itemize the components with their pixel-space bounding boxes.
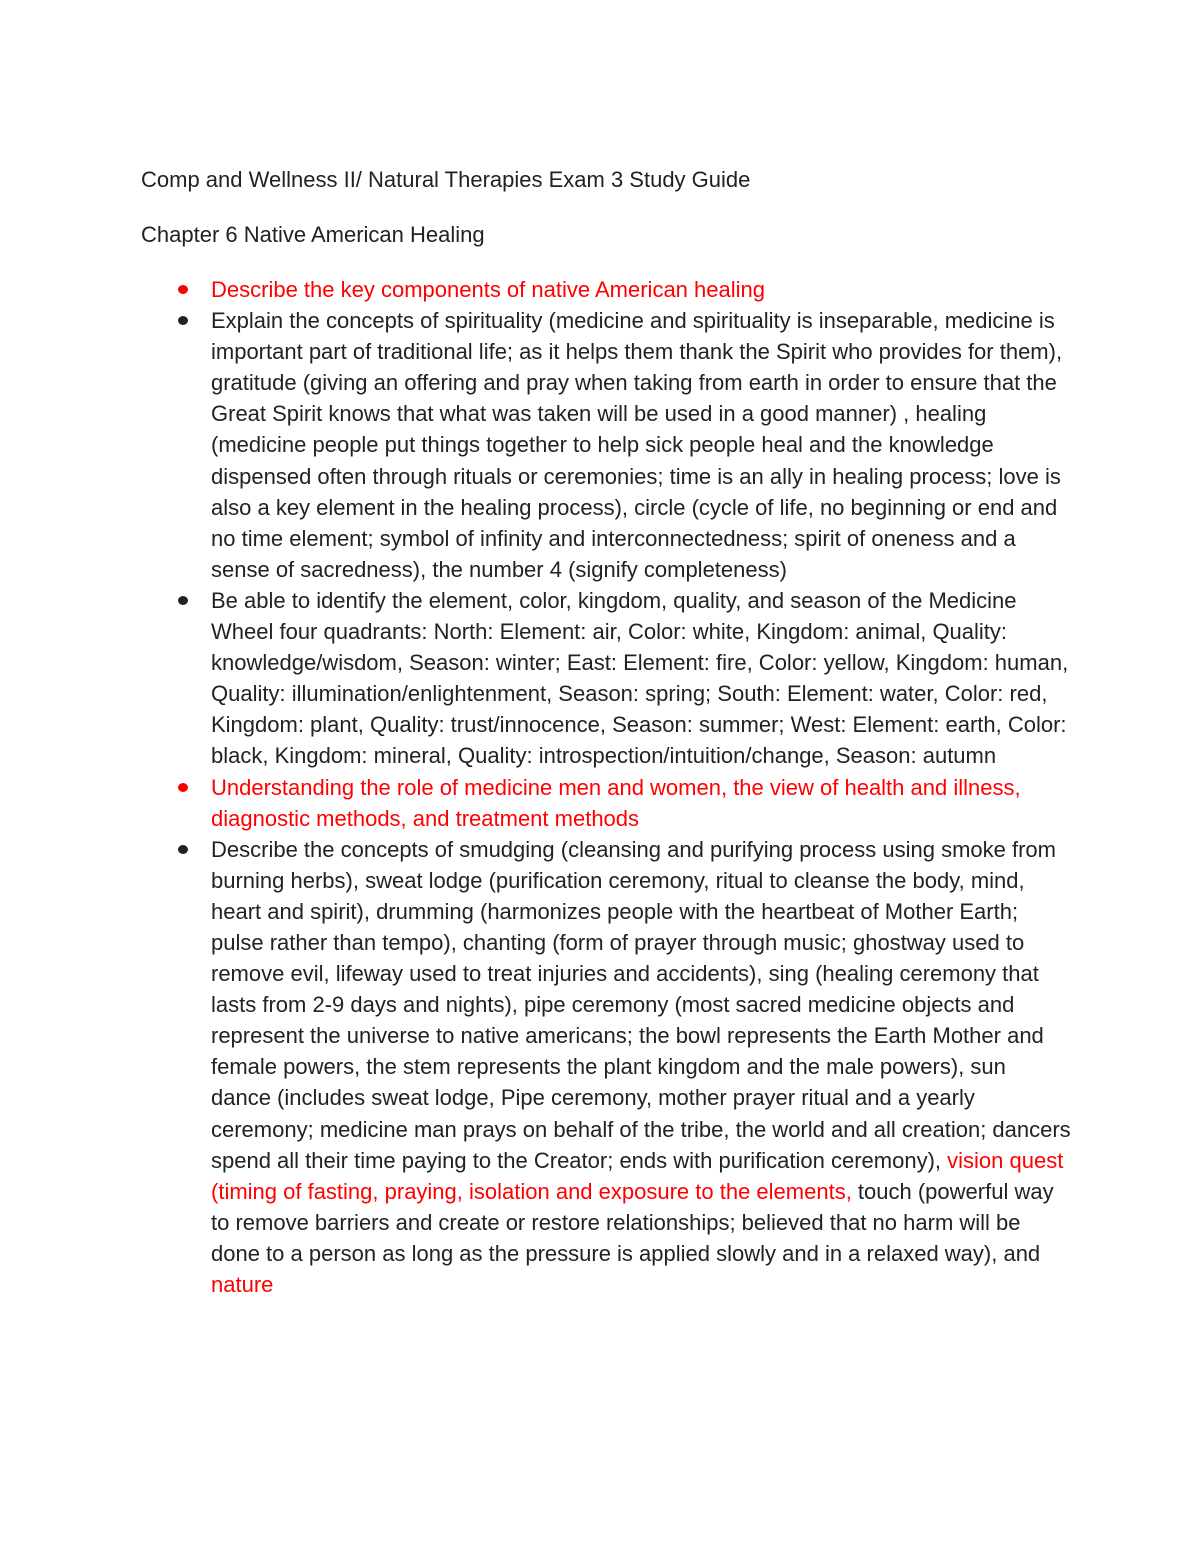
bullet-text-part2: touch (powerful way to remove barriers and create or restore relationships; believed that no harm will be done to a person as long as the pressure is applied slowly and in a relaxed way), and	[211, 1178, 1054, 1266]
bullet-item-medicine-men-role	[211, 772, 1071, 834]
bullet-highlight-nature: nature	[211, 1272, 274, 1297]
bullet-text: Explain the concepts of spirituality (medicine and spirituality is inseparable, medicine is important part of traditional life; as it helps them thank the Spirit who provides for them), gratitude (giving an offering and pray when taking from earth in order to ensure that the Great Spirit knows that what was taken will be used in a good manner) , healing (medicine people put things together to help sick people heal and the knowledge dispensed often through rituals or ceremonies; time is an ally in healing process; love is also a key element in the healing process), circle (cycle of life, no beginning or end and no time element; symbol of infinity and interconnectedness; spirit of oneness and a sense of sacredness), the number 4 (signify completeness)	[211, 308, 1063, 582]
bullet-dot-icon	[178, 783, 188, 792]
bullet-item-spirituality-concepts	[211, 305, 1071, 585]
bullet-dot-icon	[178, 316, 188, 325]
bullet-dot-icon	[178, 596, 188, 605]
chapter-heading: Chapter 6 Native American Healing	[141, 222, 485, 247]
bullet-text: Describe the key components of native American healing	[211, 277, 765, 302]
bullet-dot-icon	[178, 285, 188, 294]
document-title: Comp and Wellness II/ Natural Therapies Exam 3 Study Guide	[141, 167, 751, 192]
bullet-item-key-components	[211, 274, 1071, 305]
bullet-text: Understanding the role of medicine men and women, the view of health and illness, diagnostic methods, and treatment methods	[211, 774, 1021, 831]
bullet-text: Be able to identify the element, color, kingdom, quality, and season of the Medicine Wheel four quadrants: North: Element: air, Color: white, Kingdom: animal, Quality: knowledge/wisdom, Season: winter; East: Element: fire, Color: yellow, Kingdom: human, Quality: illumination/enlightenment, Season: spring; South: Element: water, Color: red, Kingdom: plant, Quality: trust/innocence, Season: summer; West: Element: earth, Color: black, Kingdom: mineral, Quality: introspection/intuition/change, Season: autumn	[211, 587, 1069, 769]
bullet-item-healing-ceremonies	[211, 834, 1071, 1300]
bullet-item-medicine-wheel	[211, 585, 1071, 772]
study-guide-bullet-list	[211, 274, 1071, 1300]
bullet-highlight-vision-quest: vision quest (timing of fasting, praying, isolation and exposure to the elements,	[211, 1147, 1064, 1204]
bullet-text-part1: Describe the concepts of smudging (cleansing and purifying process using smoke from burning herbs), sweat lodge (purification ceremony, ritual to cleanse the body, mind, heart and spirit), drumming (harmonizes people with the heartbeat of Mother Earth; pulse rather than tempo), chanting (form of prayer through music; ghostway used to remove evil, lifeway used to treat injuries and accidents), sing (healing ceremony that lasts from 2-9 days and nights), pipe ceremony (most sacred medicine objects and represent the universe to native americans; the bowl represents the Earth Mother and female powers, the stem represents the plant kingdom and the male powers), sun dance (includes sweat lodge, Pipe ceremony, mother prayer ritual and a yearly ceremony; medicine man prays on behalf of the tribe, the world and all creation; dancers spend all their time paying to the Creator; ends with purification ceremony),	[211, 836, 1071, 1173]
bullet-dot-icon	[178, 845, 188, 854]
